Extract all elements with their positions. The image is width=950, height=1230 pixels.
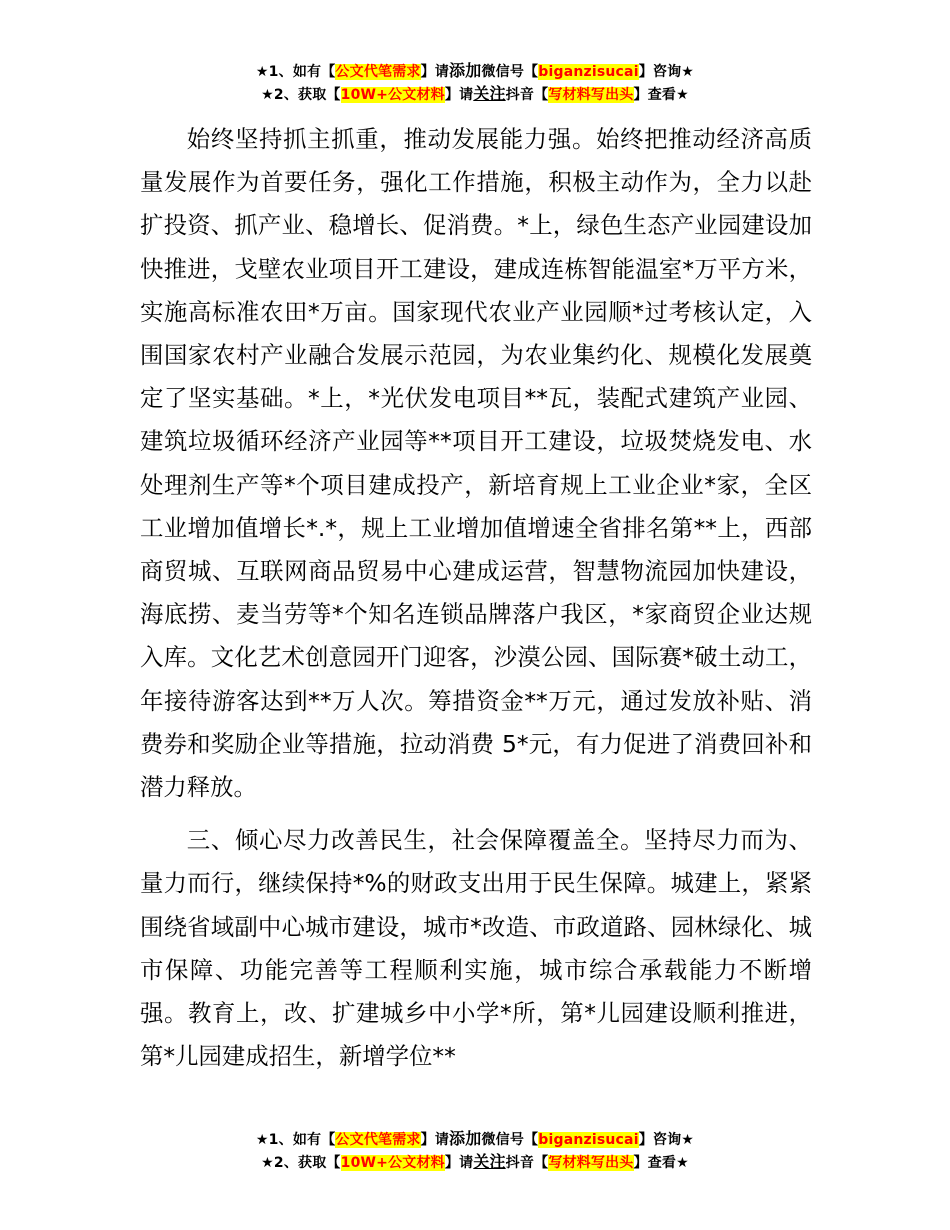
banner-text: 】咨询★ bbox=[638, 64, 695, 80]
banner-highlight: biganzisucai bbox=[538, 64, 639, 80]
banner-text: 抖音【 bbox=[505, 87, 549, 103]
banner-highlight: biganzisucai bbox=[538, 1132, 639, 1148]
banner-text: 微信号【 bbox=[481, 64, 539, 80]
banner-emphasis: 添加 bbox=[449, 61, 482, 80]
banner-highlight: 公文代笔需求 bbox=[335, 64, 421, 80]
header-banner bbox=[0, 60, 950, 106]
paragraph-2: 三、倾心尽力改善民生，社会保障覆盖全。坚持尽力而为、量力而行，继续保持*%的财政支出用于民生保障。城建上，紧紧围绕省域副中心城市建设，城市*改造、市政道路、园林绿化、城市保障、功能完善等工程顺利实施，城市综合承载能力不断增强。教育上，改、扩建城乡中小学*所，第*儿园建设顺利推进，第*儿园建成招生，新增学位** bbox=[140, 826, 812, 1071]
document-body bbox=[140, 118, 812, 1088]
banner-emphasis: 关注 bbox=[473, 1152, 506, 1171]
banner-highlight: 公文代笔需求 bbox=[335, 1132, 421, 1148]
banner-highlight: 10W+公文材料 bbox=[340, 87, 445, 103]
banner-emphasis: 关注 bbox=[473, 84, 506, 103]
banner-text: 】查看★ bbox=[633, 87, 689, 103]
banner-text: ★2、获取【 bbox=[261, 87, 341, 103]
banner-highlight: 10W+公文材料 bbox=[340, 1155, 445, 1171]
banner-line-2 bbox=[0, 83, 950, 106]
banner-line-1 bbox=[0, 1128, 950, 1151]
banner-text: 微信号【 bbox=[481, 1132, 539, 1148]
banner-highlight: 写材料写出头 bbox=[548, 1155, 634, 1171]
banner-text: ★1、如有【 bbox=[255, 1132, 336, 1148]
paragraph-1: 始终坚持抓主抓重，推动发展能力强。始终把推动经济高质量发展作为首要任务，强化工作措施，积极主动作为，全力以赴扩投资、抓产业、稳增长、促消费。*上，绿色生态产业园建设加快推进，戈壁农业项目开工建设，建成连栋智能温室*万平方米，实施高标准农田*万亩。国家现代农业产业园顺*过考核认定，入围国家农村产业融合发展示范园，为农业集约化、规模化发展奠定了坚实基础。*上，*光伏发电项目**瓦，装配式建筑产业园、建筑垃圾循环经济产业园等**项目开工建设，垃圾焚烧发电、水处理剂生产等*个项目建成投产，新培育规上工业企业*家，全区工业增加值增长*.*，规上工业增加值增速全省排名第**上，西部商贸城、互联网商品贸易中心建成运营，智慧物流园加快建设，海底捞、麦当劳等*个知名连锁品牌落户我区，*家商贸企业达规入库。文化艺术创意园开门迎客，沙漠公园、国际赛*破土动工，年接待游客达到**万人次。筹措资金**万元，通过发放补贴、消费券和奖励企业等措施，拉动消费 5*元，有力促进了消费回补和潜力释放。 bbox=[140, 125, 812, 802]
banner-text: 】咨询★ bbox=[638, 1132, 695, 1148]
banner-emphasis: 添加 bbox=[449, 1129, 482, 1148]
banner-highlight: 写材料写出头 bbox=[548, 87, 634, 103]
banner-text: ★2、获取【 bbox=[261, 1155, 341, 1171]
banner-text: 】请 bbox=[420, 64, 450, 80]
banner-text: 】请 bbox=[420, 1132, 450, 1148]
banner-text: 】请 bbox=[444, 1155, 474, 1171]
banner-text: 抖音【 bbox=[505, 1155, 549, 1171]
banner-line-1 bbox=[0, 60, 950, 83]
footer-banner bbox=[0, 1128, 950, 1174]
banner-text: ★1、如有【 bbox=[255, 64, 336, 80]
banner-line-2 bbox=[0, 1151, 950, 1174]
banner-text: 】查看★ bbox=[633, 1155, 689, 1171]
banner-text: 】请 bbox=[444, 87, 474, 103]
